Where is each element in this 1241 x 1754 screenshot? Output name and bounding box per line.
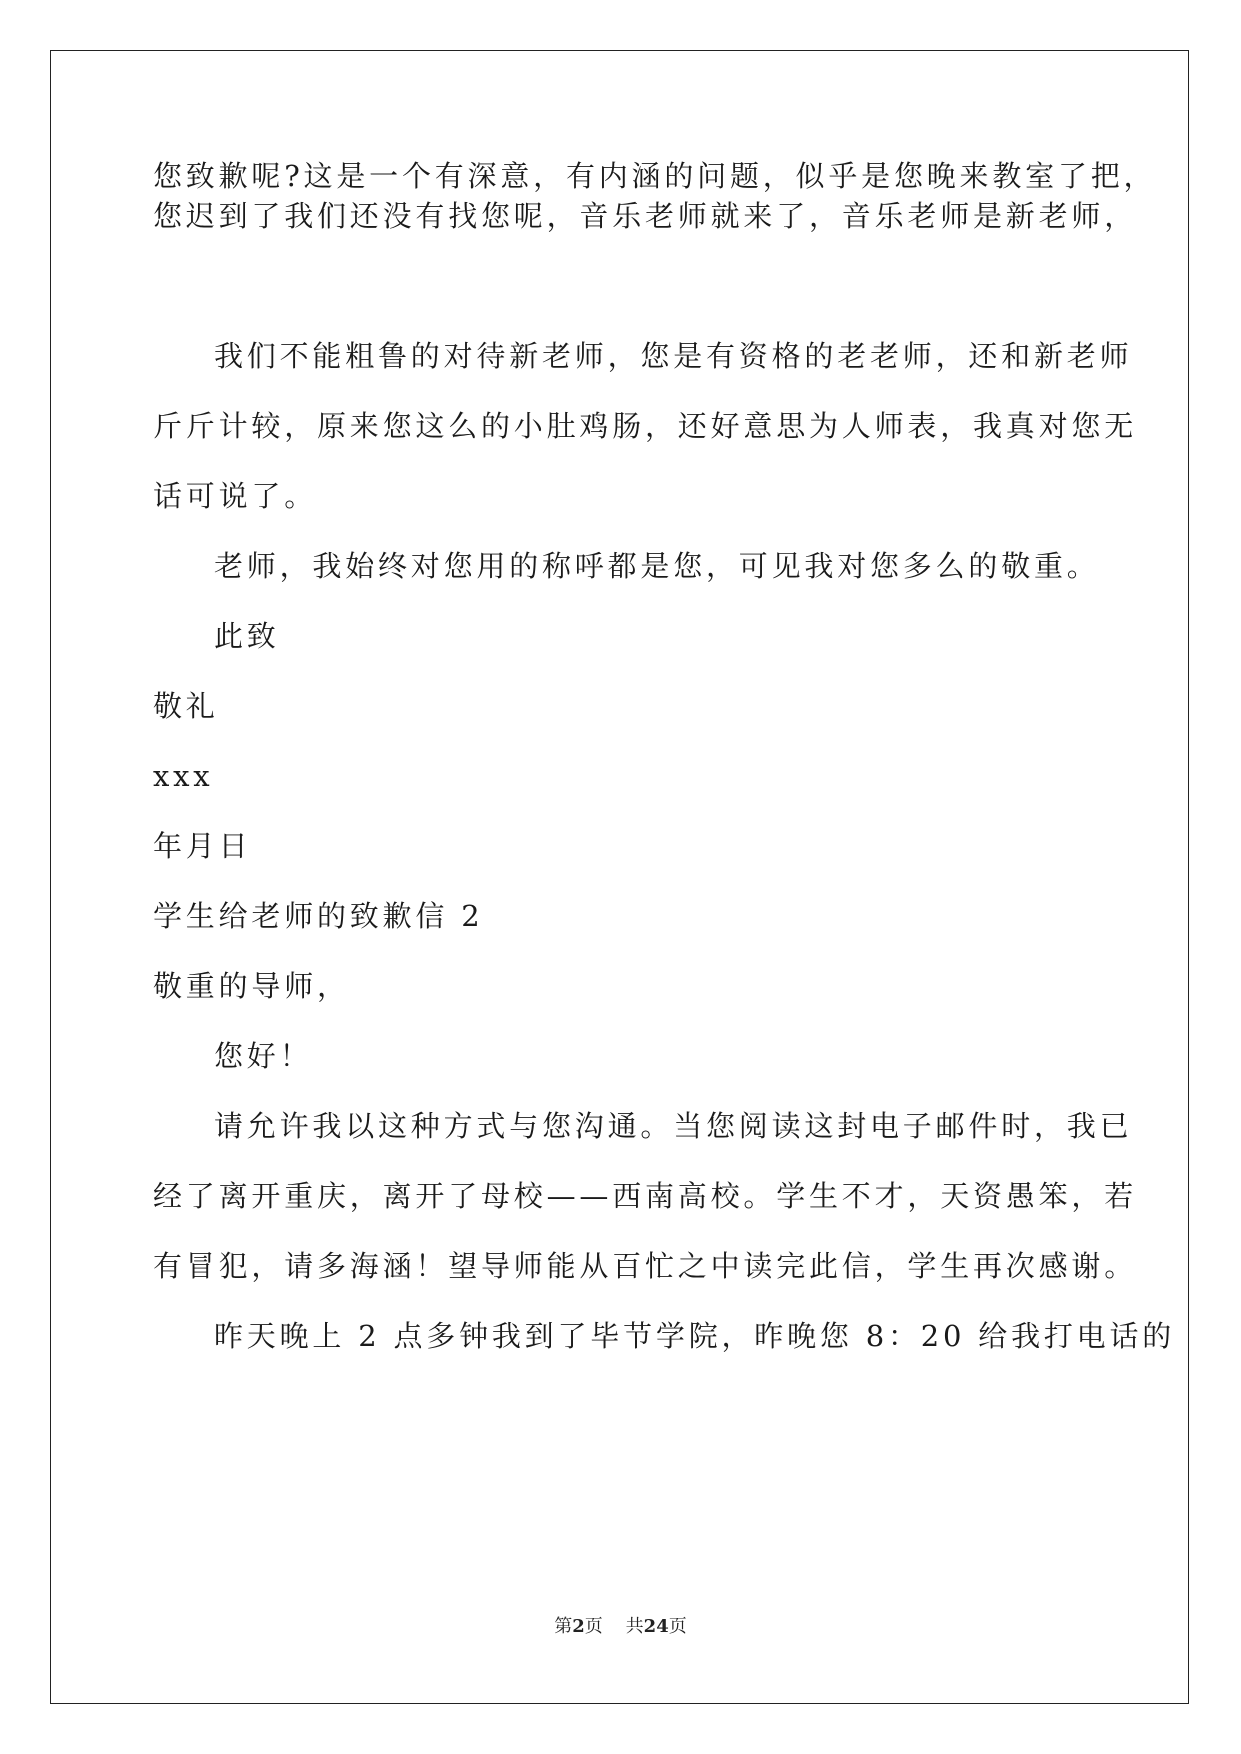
page-border bbox=[50, 50, 1189, 1704]
text-line: 老师，我始终对您用的称呼都是您，可见我对您多么的敬重。 bbox=[214, 549, 1100, 583]
text-line: xxx bbox=[153, 759, 214, 793]
footer-total-suffix: 页 bbox=[668, 1616, 687, 1637]
text-line: 斤斤计较，原来您这么的小肚鸡肠，还好意思为人师表，我真对您无 bbox=[153, 409, 1138, 443]
text-line: 请允许我以这种方式与您沟通。当您阅读这封电子邮件时，我已 bbox=[214, 1109, 1133, 1143]
text-line: 此致 bbox=[214, 619, 280, 653]
text-line: 您致歉呢?这是一个有深意，有内涵的问题，似乎是您晚来教室了把， bbox=[153, 159, 1157, 193]
page-footer bbox=[0, 1612, 1241, 1638]
text-line: 有冒犯，请多海涵！望导师能从百忙之中读完此信，学生再次感谢。 bbox=[153, 1249, 1138, 1283]
section-heading: 学生给老师的致歉信 2 bbox=[153, 899, 484, 933]
footer-total-prefix: 共 bbox=[625, 1616, 644, 1637]
text-line: 敬礼 bbox=[153, 689, 219, 723]
text-line: 经了离开重庆，离开了母校——西南高校。学生不才，天资愚笨，若 bbox=[153, 1179, 1138, 1213]
footer-total-pages: 24 bbox=[643, 1616, 669, 1637]
text-line: 我们不能粗鲁的对待新老师，您是有资格的老老师，还和新老师 bbox=[214, 339, 1133, 373]
text-line: 您迟到了我们还没有找您呢，音乐老师就来了，音乐老师是新老师， bbox=[153, 199, 1138, 233]
footer-page-number: 2 bbox=[572, 1616, 585, 1637]
text-line: 昨天晚上 2 点多钟我到了毕节学院，昨晚您 8：20 给我打电话的 bbox=[214, 1319, 1176, 1353]
text-line: 敬重的导师， bbox=[153, 969, 350, 1003]
text-line: 话可说了。 bbox=[153, 479, 318, 513]
footer-prefix: 第 bbox=[554, 1616, 573, 1637]
footer-page-suffix: 页 bbox=[584, 1616, 603, 1637]
text-line: 您好！ bbox=[214, 1039, 313, 1073]
text-line: 年月日 bbox=[153, 829, 252, 863]
